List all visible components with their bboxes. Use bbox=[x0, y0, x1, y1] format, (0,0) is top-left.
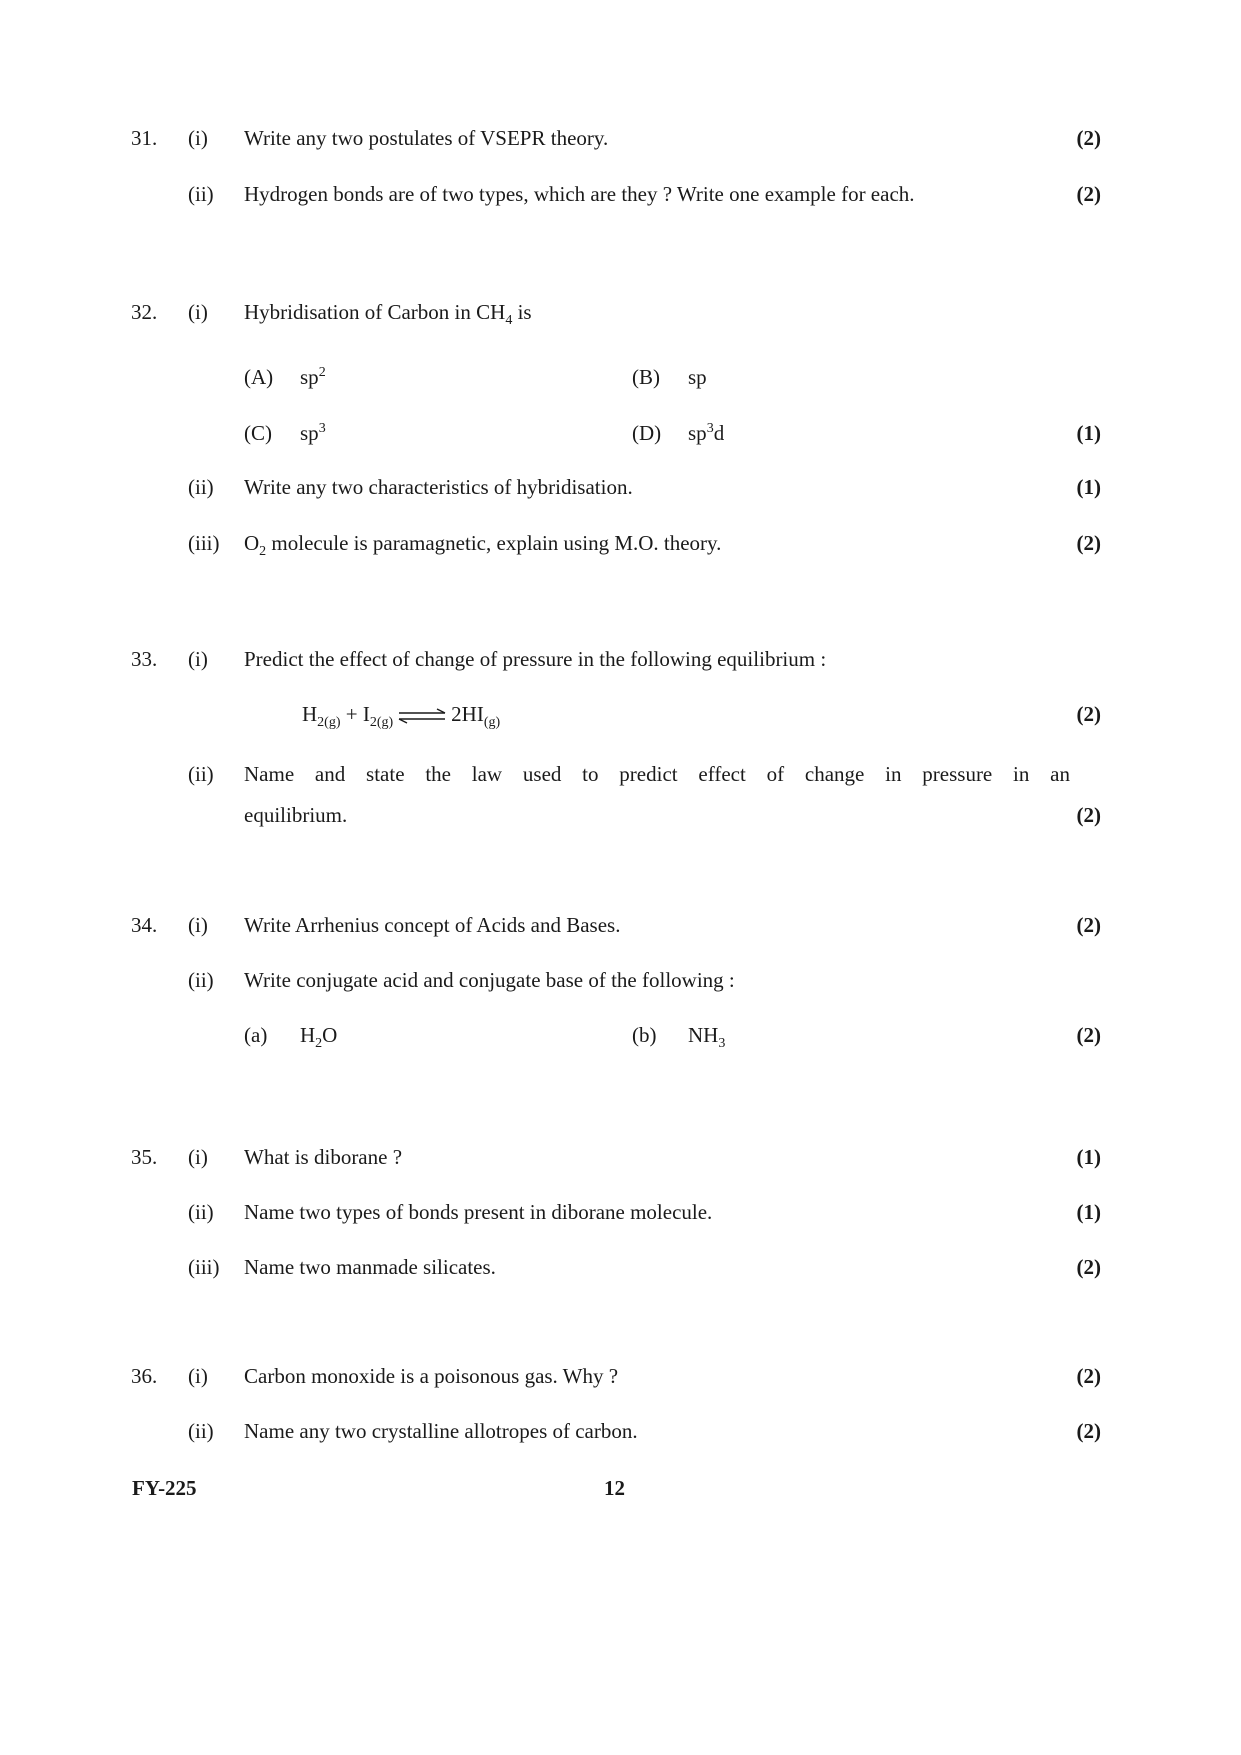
marks: (2) bbox=[1076, 1364, 1101, 1388]
question-33-part-ii-continued bbox=[0, 800, 1241, 830]
marks: (2) bbox=[1076, 1023, 1101, 1047]
marks: (1) bbox=[1076, 421, 1101, 445]
question-34-part-i bbox=[0, 910, 1241, 940]
part-label: (iii) bbox=[188, 531, 220, 555]
part-label: (ii) bbox=[188, 762, 214, 786]
question-text: Write conjugate acid and conjugate base of the following : bbox=[244, 968, 735, 992]
question-text: Write Arrhenius concept of Acids and Bases. bbox=[244, 913, 621, 937]
option-b: (b) $NH_3$ bbox=[632, 1023, 726, 1052]
question-35-part-iii bbox=[0, 1252, 1241, 1282]
page-number: 12 bbox=[604, 1476, 625, 1500]
paper-code: FY-225 bbox=[132, 1476, 197, 1500]
marks: (1) bbox=[1076, 475, 1101, 499]
question-number: 31. bbox=[131, 126, 158, 150]
question-32-part-iii bbox=[0, 528, 1241, 558]
question-number: 34. bbox=[131, 913, 158, 937]
marks: (1) bbox=[1076, 1145, 1101, 1169]
marks: (2) bbox=[1076, 702, 1101, 726]
question-number: 33. bbox=[131, 647, 158, 671]
option-d: (D) $sp^3d$ bbox=[632, 421, 725, 445]
marks: (2) bbox=[1076, 126, 1101, 150]
question-36-part-i bbox=[0, 1361, 1241, 1391]
question-text: Hydrogen bonds are of two types, which are they ? Write one example for each. bbox=[244, 182, 915, 206]
question-number: 36. bbox=[131, 1364, 158, 1388]
question-32-part-i bbox=[0, 297, 1241, 327]
part-label: (ii) bbox=[188, 182, 214, 206]
marks: (1) bbox=[1076, 1200, 1101, 1224]
options-row-2 bbox=[0, 418, 1241, 448]
question-35-part-ii bbox=[0, 1197, 1241, 1227]
part-label: (i) bbox=[188, 647, 208, 671]
question-text: Write any two postulates of VSEPR theory. bbox=[244, 126, 609, 150]
option-b: (B) sp bbox=[632, 365, 707, 389]
option-a: (A) $sp^2$ bbox=[244, 365, 326, 389]
equilibrium-equation: $H_{2(g)} + I_{2(g)}$ $2HI_{(g)}$ bbox=[302, 702, 501, 731]
part-label: (i) bbox=[188, 300, 208, 324]
part-label: (iii) bbox=[188, 1255, 220, 1279]
question-text-line-1: Name and state the law used to predict effect of change in pressure in an bbox=[244, 762, 1070, 786]
part-label: (i) bbox=[188, 1364, 208, 1388]
question-32-part-ii bbox=[0, 472, 1241, 502]
options-row-1 bbox=[0, 362, 1241, 392]
question-31-part-ii bbox=[0, 179, 1241, 209]
question-text: Carbon monoxide is a poisonous gas. Why ? bbox=[244, 1364, 619, 1388]
question-number: 35. bbox=[131, 1145, 158, 1169]
part-label: (ii) bbox=[188, 968, 214, 992]
part-label: (ii) bbox=[188, 475, 214, 499]
question-text: What is diborane ? bbox=[244, 1145, 403, 1169]
question-text: Write any two characteristics of hybridisation. bbox=[244, 475, 633, 499]
marks: (2) bbox=[1076, 803, 1101, 827]
question-number: 32. bbox=[131, 300, 158, 324]
option-c: (C) $sp^3$ bbox=[244, 421, 326, 445]
part-label: (ii) bbox=[188, 1419, 214, 1443]
question-text: Hybridisation of Carbon in $CH_4$ is bbox=[244, 300, 532, 329]
question-36-part-ii bbox=[0, 1416, 1241, 1446]
question-31-part-i bbox=[0, 123, 1241, 153]
question-text: Predict the effect of change of pressure in the following equilibrium : bbox=[244, 647, 827, 671]
question-33-part-ii bbox=[0, 759, 1241, 789]
question-33-part-i bbox=[0, 644, 1241, 674]
question-text: $O_2$ molecule is paramagnetic, explain using M.O. theory. bbox=[244, 531, 722, 560]
marks: (2) bbox=[1076, 531, 1101, 555]
question-text-line-2: equilibrium. bbox=[244, 803, 348, 827]
question-text: Name two manmade silicates. bbox=[244, 1255, 496, 1279]
options-row-34 bbox=[0, 1020, 1241, 1050]
question-34-part-ii bbox=[0, 965, 1241, 995]
marks: (2) bbox=[1076, 1419, 1101, 1443]
option-a: (a) $H_2O$ bbox=[244, 1023, 338, 1052]
part-label: (i) bbox=[188, 126, 208, 150]
question-35-part-i bbox=[0, 1142, 1241, 1172]
question-text: Name any two crystalline allotropes of carbon. bbox=[244, 1419, 638, 1443]
marks: (2) bbox=[1076, 182, 1101, 206]
equilibrium-equation-row bbox=[0, 699, 1241, 729]
question-text: Name two types of bonds present in diborane molecule. bbox=[244, 1200, 713, 1224]
part-label: (i) bbox=[188, 1145, 208, 1169]
part-label: (ii) bbox=[188, 1200, 214, 1224]
equilibrium-arrow-icon bbox=[397, 708, 447, 724]
part-label: (i) bbox=[188, 913, 208, 937]
marks: (2) bbox=[1076, 913, 1101, 937]
marks: (2) bbox=[1076, 1255, 1101, 1279]
